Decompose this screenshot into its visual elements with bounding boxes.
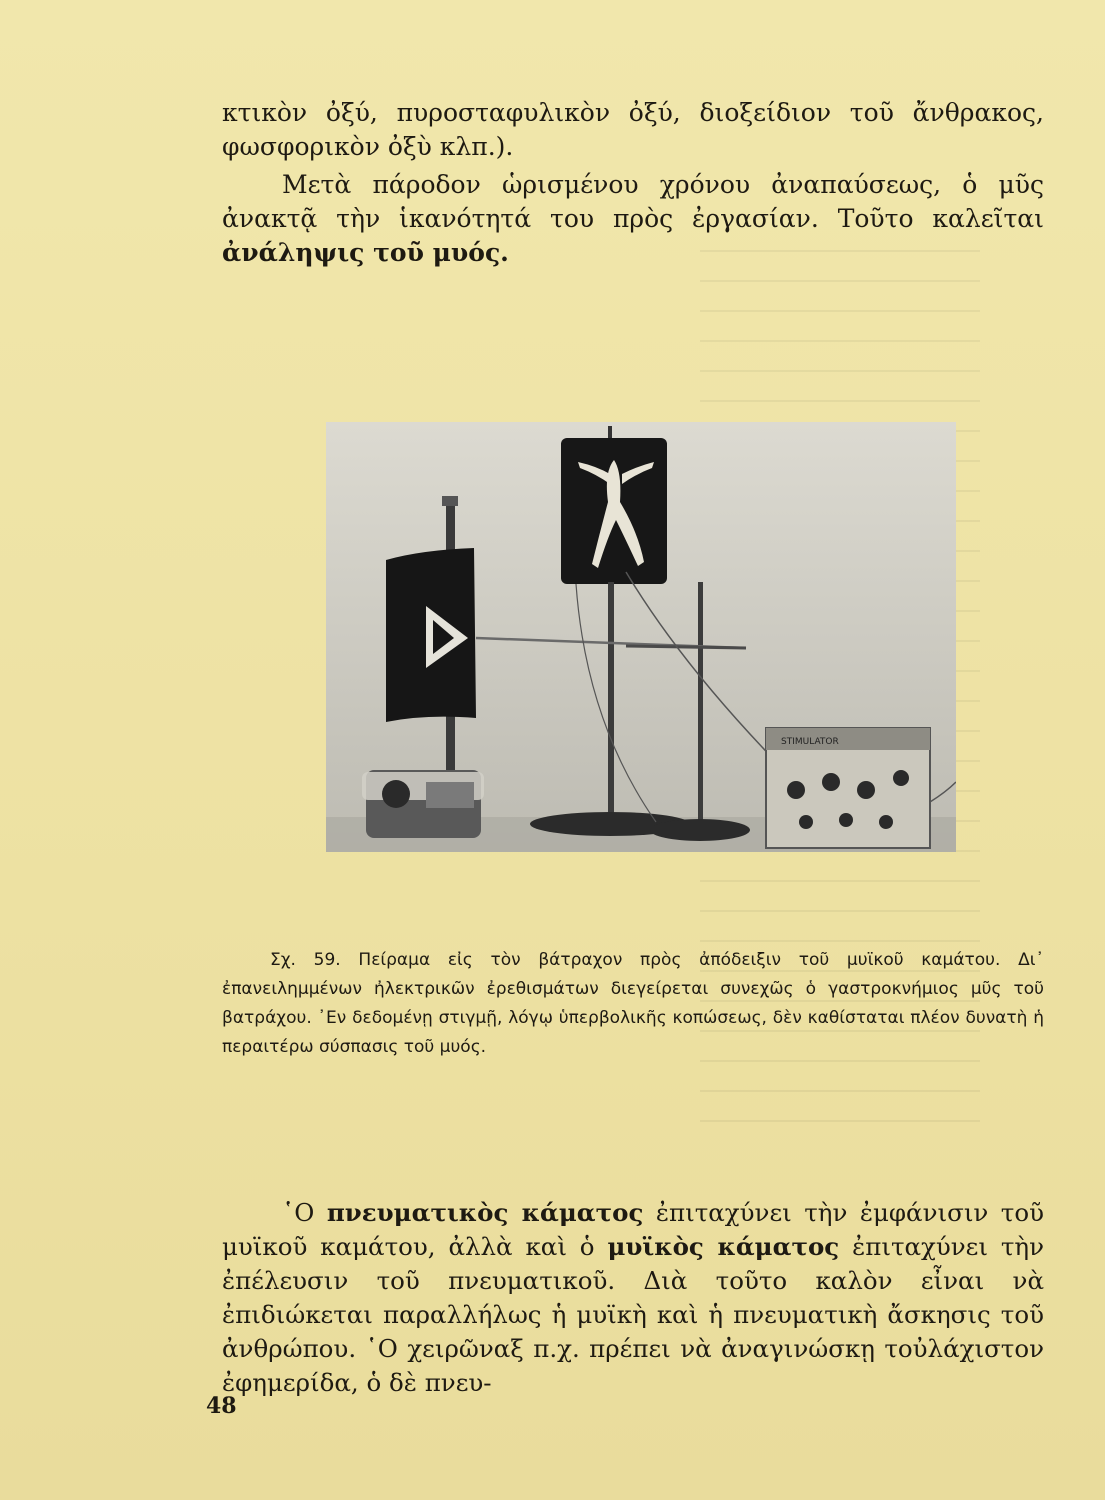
bottom-bold-1: πνευματικὸς κάματος	[326, 1198, 644, 1227]
frog-experiment-illustration	[326, 422, 956, 852]
recovery-paragraph-text	[222, 168, 1044, 270]
frog-board	[561, 426, 667, 584]
top-paragraph-text: κτικὸν ὀξύ, πυροσταφυλικὸν ὀξύ, διοξείδιον τοῦ ἄνθρακος, φωσφορικὸν ὀξὺ κλπ.).	[222, 98, 1044, 161]
figure-caption	[222, 946, 1044, 1062]
top-paragraph	[222, 96, 1044, 164]
bottom-part-2: ἐπιταχύνει τὴν ἐμφάνισιν τοῦ μυϊκοῦ καμάτου, ἀλλὰ καὶ ὁ	[222, 1198, 1045, 1261]
bottom-bold-2: μυϊκὸς κάματος	[607, 1232, 840, 1261]
bottom-paragraph	[222, 1196, 1044, 1400]
figure-caption-text: Σχ. 59. Πείραμα εἰς τὸν βάτραχον πρὸς ἀπόδειξιν τοῦ μυϊκοῦ καμάτου. Δι᾿ ἐπανειλημμένων ἠλεκτρικῶν ἐρεθισμάτων διεγείρεται συνεχῶς ὁ γαστροκνήμιος μῦς τοῦ βατράχου. ᾿Εν δεδομένῃ στιγμῇ, λόγῳ ὑπερβολικῆς κοπώσεως, δὲν καθίσταται πλέον δυνατὴ ἡ περαιτέρω σύσπασις τοῦ μυός.	[222, 950, 1044, 1057]
recovery-term: ἀνάληψις τοῦ μυός.	[222, 238, 509, 267]
page-number: 48	[206, 1393, 237, 1419]
recovery-text: Μετὰ πάροδον ὡρισμένου χρόνου ἀναπαύσεως, ὁ μῦς ἀνακτᾷ τὴν ἱκανότητά του πρὸς ἐργασίαν. Τοῦτο καλεῖται	[222, 170, 1044, 233]
recovery-paragraph	[222, 168, 1044, 270]
figure-photo	[326, 422, 956, 852]
bottom-paragraph-text	[222, 1196, 1044, 1400]
bottom-part-1: ῾Ο	[282, 1198, 327, 1227]
stimulator-device	[766, 728, 956, 848]
stimulator-label: STIMULATOR	[781, 737, 839, 747]
bottom-part-3: ἐπιταχύνει τὴν ἐπέλευσιν τοῦ πνευματικοῦ. Διὰ τοῦτο καλὸν εἶναι νὰ ἐπιδιώκεται παραλλήλως ἡ μυϊκὴ καὶ ἡ πνευματικὴ ἄσκησις τοῦ ἀνθρώπου. ῾Ο χειρῶναξ π.χ. πρέπει νὰ ἀναγινώσκῃ τοὐλάχιστον ἐφημερίδα, ὁ δὲ πνευ-	[222, 1232, 1044, 1397]
